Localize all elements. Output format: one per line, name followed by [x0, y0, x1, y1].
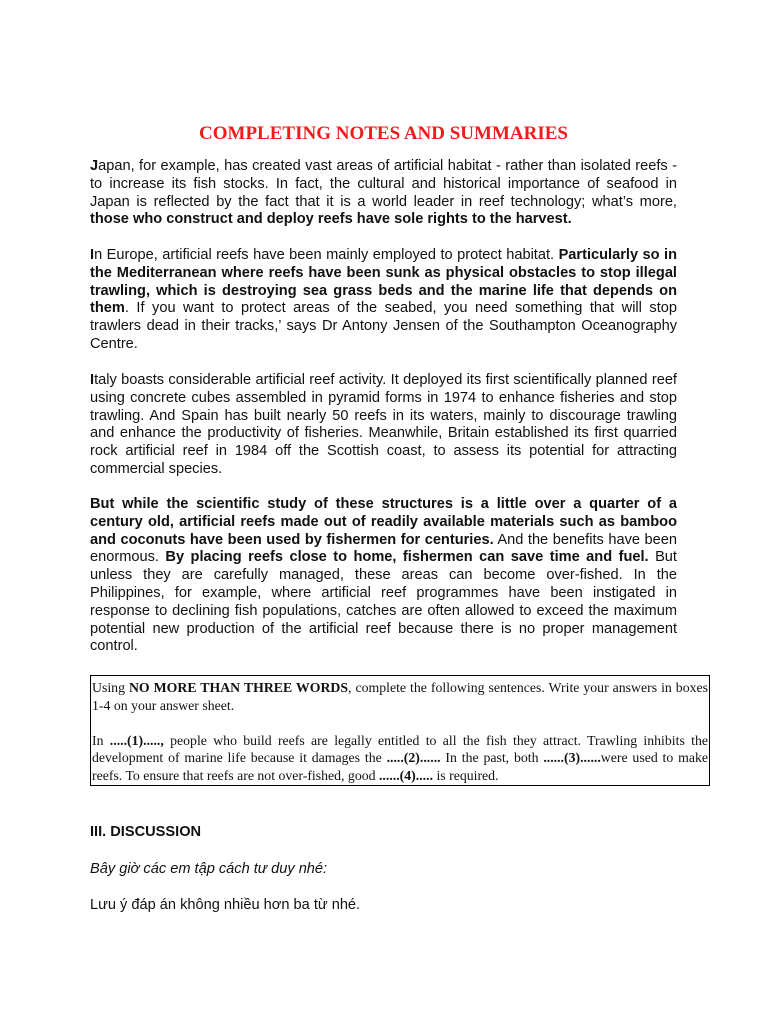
paragraph-text: And the benefits have been enormous. [90, 531, 678, 566]
paragraph-japan [90, 158, 677, 229]
instruction-emphasis: NO MORE THAN THREE WORDS [128, 680, 349, 695]
answer-gap-1: .....(1)....., [109, 732, 164, 748]
discussion-intro: Bây giờ các em tập cách tư duy nhé: [90, 861, 328, 877]
dropcap: I [90, 372, 95, 388]
answer-gap-2: .....(2)...... [386, 750, 441, 766]
paragraph-bold-text: But while the scientific study of these structures is a little over a quarter of a century old, artificial reefs made out of readily available materials such as bamboo and coconuts have been used by fishermen for centuries. [90, 496, 677, 548]
paragraph-text: apan, for example, has created vast areas of artificial habitat - rather than isolated reefs - to increase its fish stocks. In fact, the cultural and historical importance of seafood in Japan is reflected by the fact that it is a world leader in reef technology; what’s more, [90, 158, 677, 210]
paragraph-italy [90, 372, 677, 479]
paragraph-europe [90, 247, 677, 354]
task-instruction [92, 679, 708, 714]
sentence-text: In the past, both [440, 750, 544, 766]
dropcap: J [90, 158, 99, 174]
instruction-text: Using [92, 680, 129, 695]
paragraph-bold-text: By placing reefs close to home, fishermen can save time and fuel. [165, 549, 649, 566]
sentence-text: people who build reefs are legally entitled to all the fish they attract. Trawling inhibits the development of marine life because it damages the [92, 732, 708, 766]
paragraph-text: But unless they are carefully managed, these areas can become over-fished. In the Philippines, for example, where artificial reef programmes have been instigated in response to declining fish populations, catches are often allowed to exceed the maximum potential new production of the artificial reef because there is no proper management control. [90, 549, 677, 655]
task-sentences [92, 732, 708, 785]
section-heading-discussion: III. DISCUSSION [90, 824, 202, 840]
paragraph-text: . If you want to protect areas of the seabed, you need something that will stop trawlers dead in their tracks,’ says Dr Antony Jensen of the Southampton Oceanography Centre. [90, 300, 677, 352]
paragraph-text: taly boasts considerable artificial reef activity. It deployed its first scientifically planned reef using concrete cubes assembled in pyramid forms in 1974 to enhance fisheries and stop trawling. And Spain has built nearly 50 reefs in its waters, mainly to discourage trawling and enhance the productivity of fisheries. Meanwhile, Britain established its first quarried rock artificial reef in 1984 off the Scottish coast, to assess its potential for attracting commercial species. [90, 372, 677, 477]
answer-gap-3: ......(3)...... [543, 750, 601, 766]
sentence-text: is required. [433, 767, 499, 783]
page-title: COMPLETING NOTES AND SUMMARIES [199, 123, 568, 144]
answer-gap-4: ......(4)..... [378, 767, 434, 783]
task-box [90, 675, 710, 786]
paragraph-philippines [90, 496, 677, 656]
paragraph-bold-text: Particularly so in the Mediterranean where reefs have been sunk as physical obstacles to stop illegal trawling, which is destroying sea grass beds and the marine life that depends on them [90, 247, 677, 317]
sentence-text: In [92, 732, 110, 748]
paragraph-text: n Europe, artificial reefs have been mainly employed to protect habitat. [94, 247, 559, 263]
dropcap: I [90, 247, 95, 263]
paragraph-bold-text: those who construct and deploy reefs have sole rights to the harvest. [90, 211, 572, 228]
spacer [92, 714, 708, 732]
sentence-text: were used to make reefs. To ensure that reefs are not over-fished, good [92, 750, 708, 783]
instruction-text: , complete the following sentences. Write your answers in boxes 1-4 on your answer sheet. [92, 680, 708, 713]
discussion-note: Lưu ý đáp án không nhiều hơn ba từ nhé. [90, 897, 361, 913]
